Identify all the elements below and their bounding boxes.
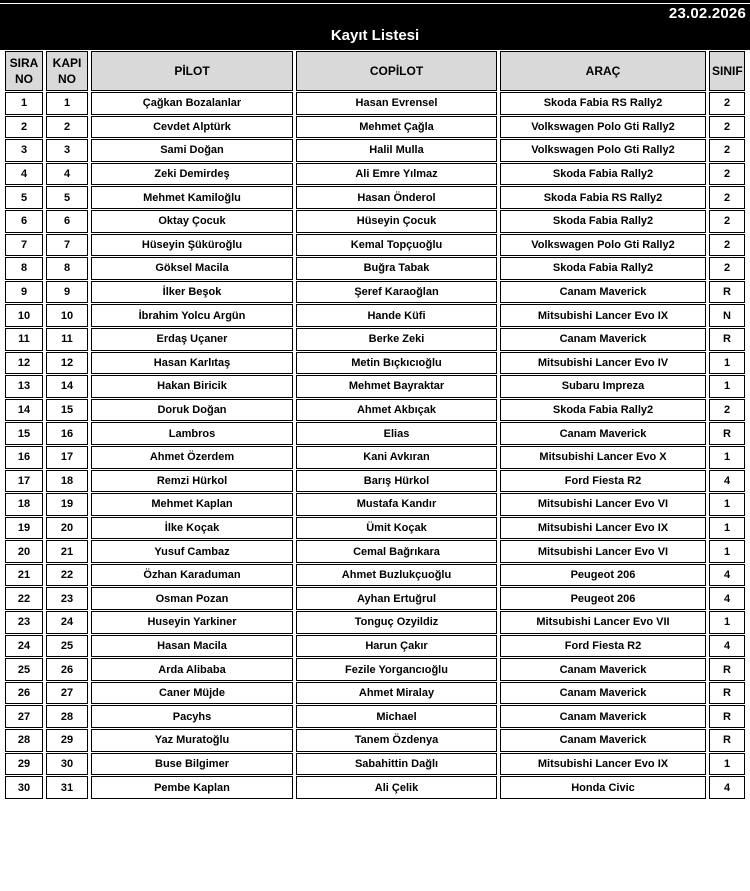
cell-copilot: Halil Mulla: [296, 139, 497, 162]
table-row: [5, 139, 745, 162]
cell-pilot: Arda Alibaba: [91, 658, 293, 681]
cell-copilot: Metin Bıçkıcıoğlu: [296, 352, 497, 375]
cell-kapi-no: 10: [46, 304, 88, 327]
cell-copilot: Mehmet Bayraktar: [296, 375, 497, 398]
cell-arac: Mitsubishi Lancer Evo X: [500, 446, 706, 469]
cell-kapi-no: 1: [46, 92, 88, 115]
cell-sinif: R: [709, 705, 745, 728]
cell-arac: Canam Maverick: [500, 658, 706, 681]
cell-arac: Mitsubishi Lancer Evo VI: [500, 540, 706, 563]
cell-sinif: 2: [709, 92, 745, 115]
cell-sira-no: 12: [5, 352, 43, 375]
cell-kapi-no: 25: [46, 635, 88, 658]
cell-kapi-no: 15: [46, 399, 88, 422]
cell-sira-no: 24: [5, 635, 43, 658]
registration-table: [2, 50, 748, 800]
cell-copilot: Ali Çelik: [296, 776, 497, 799]
banner-divider-line: [0, 3, 750, 4]
cell-sira-no: 8: [5, 257, 43, 280]
cell-copilot: Mehmet Çağla: [296, 116, 497, 139]
cell-arac: Canam Maverick: [500, 729, 706, 752]
cell-pilot: İlker Beşok: [91, 281, 293, 304]
cell-sinif: 2: [709, 210, 745, 233]
table-body: [5, 92, 745, 799]
table-row: [5, 587, 745, 610]
cell-sinif: 2: [709, 234, 745, 257]
cell-copilot: Kemal Topçuoğlu: [296, 234, 497, 257]
cell-sira-no: 16: [5, 446, 43, 469]
cell-sira-no: 28: [5, 729, 43, 752]
cell-pilot: Caner Müjde: [91, 682, 293, 705]
top-banner: [0, 0, 750, 50]
cell-copilot: Berke Zeki: [296, 328, 497, 351]
cell-sira-no: 22: [5, 587, 43, 610]
cell-pilot: Zeki Demirdeş: [91, 163, 293, 186]
cell-copilot: Ümit Koçak: [296, 517, 497, 540]
cell-arac: Volkswagen Polo Gti Rally2: [500, 116, 706, 139]
cell-kapi-no: 17: [46, 446, 88, 469]
table-row: [5, 399, 745, 422]
col-header-pilot: PİLOT: [91, 51, 293, 91]
cell-sinif: N: [709, 304, 745, 327]
cell-sira-no: 25: [5, 658, 43, 681]
cell-sinif: 1: [709, 611, 745, 634]
table-row: [5, 705, 745, 728]
cell-kapi-no: 21: [46, 540, 88, 563]
cell-sira-no: 3: [5, 139, 43, 162]
cell-pilot: Mehmet Kamiloğlu: [91, 186, 293, 209]
cell-sinif: 4: [709, 776, 745, 799]
cell-sinif: R: [709, 328, 745, 351]
table-row: [5, 92, 745, 115]
cell-sira-no: 29: [5, 753, 43, 776]
cell-kapi-no: 14: [46, 375, 88, 398]
cell-pilot: Göksel Macila: [91, 257, 293, 280]
cell-sira-no: 15: [5, 422, 43, 445]
table-row: [5, 540, 745, 563]
cell-arac: Peugeot 206: [500, 587, 706, 610]
cell-copilot: Şeref Karaoğlan: [296, 281, 497, 304]
cell-kapi-no: 12: [46, 352, 88, 375]
cell-pilot: Hasan Karlıtaş: [91, 352, 293, 375]
cell-kapi-no: 27: [46, 682, 88, 705]
cell-copilot: Ahmet Miralay: [296, 682, 497, 705]
cell-arac: Canam Maverick: [500, 682, 706, 705]
page-title: Kayıt Listesi: [330, 27, 420, 44]
cell-kapi-no: 5: [46, 186, 88, 209]
cell-kapi-no: 28: [46, 705, 88, 728]
cell-sinif: 4: [709, 470, 745, 493]
cell-kapi-no: 19: [46, 493, 88, 516]
cell-arac: Volkswagen Polo Gti Rally2: [500, 234, 706, 257]
cell-pilot: Yusuf Cambaz: [91, 540, 293, 563]
cell-sinif: 2: [709, 139, 745, 162]
cell-arac: Skoda Fabia RS Rally2: [500, 92, 706, 115]
cell-sira-no: 5: [5, 186, 43, 209]
table-row: [5, 234, 745, 257]
cell-sira-no: 18: [5, 493, 43, 516]
cell-pilot: Pembe Kaplan: [91, 776, 293, 799]
table-row: [5, 257, 745, 280]
cell-pilot: Osman Pozan: [91, 587, 293, 610]
cell-pilot: Çağkan Bozalanlar: [91, 92, 293, 115]
col-header-sinif: SINIF: [709, 51, 745, 91]
cell-pilot: Hakan Biricik: [91, 375, 293, 398]
cell-sinif: 2: [709, 186, 745, 209]
table-row: [5, 658, 745, 681]
cell-sira-no: 20: [5, 540, 43, 563]
cell-arac: Mitsubishi Lancer Evo IX: [500, 304, 706, 327]
cell-arac: Skoda Fabia Rally2: [500, 210, 706, 233]
cell-kapi-no: 24: [46, 611, 88, 634]
cell-sira-no: 10: [5, 304, 43, 327]
col-header-arac: ARAÇ: [500, 51, 706, 91]
cell-pilot: Sami Doğan: [91, 139, 293, 162]
cell-sinif: R: [709, 729, 745, 752]
cell-sinif: 2: [709, 399, 745, 422]
cell-copilot: Tanem Özdenya: [296, 729, 497, 752]
cell-arac: Volkswagen Polo Gti Rally2: [500, 139, 706, 162]
cell-kapi-no: 11: [46, 328, 88, 351]
cell-kapi-no: 18: [46, 470, 88, 493]
col-header-copilot: COPİLOT: [296, 51, 497, 91]
cell-arac: Skoda Fabia Rally2: [500, 399, 706, 422]
cell-sinif: 4: [709, 587, 745, 610]
cell-pilot: Yaz Muratoğlu: [91, 729, 293, 752]
cell-sira-no: 27: [5, 705, 43, 728]
cell-sinif: 1: [709, 446, 745, 469]
cell-pilot: Oktay Çocuk: [91, 210, 293, 233]
cell-copilot: Fezile Yorgancıoğlu: [296, 658, 497, 681]
cell-sinif: 2: [709, 163, 745, 186]
col-header-sira-no: SIRA NO: [5, 51, 43, 91]
cell-sinif: 1: [709, 753, 745, 776]
table-row: [5, 753, 745, 776]
cell-sira-no: 19: [5, 517, 43, 540]
cell-kapi-no: 4: [46, 163, 88, 186]
cell-pilot: Cevdet Alptürk: [91, 116, 293, 139]
cell-sira-no: 1: [5, 92, 43, 115]
cell-kapi-no: 9: [46, 281, 88, 304]
cell-kapi-no: 23: [46, 587, 88, 610]
table-row: [5, 116, 745, 139]
table-row: [5, 422, 745, 445]
table-row: [5, 682, 745, 705]
cell-arac: Canam Maverick: [500, 705, 706, 728]
cell-sira-no: 23: [5, 611, 43, 634]
cell-copilot: Hasan Önderol: [296, 186, 497, 209]
table-row: [5, 210, 745, 233]
cell-copilot: Sabahittin Dağlı: [296, 753, 497, 776]
table-row: [5, 304, 745, 327]
table-row: [5, 517, 745, 540]
cell-sira-no: 13: [5, 375, 43, 398]
cell-arac: Skoda Fabia Rally2: [500, 257, 706, 280]
cell-copilot: Ayhan Ertuğrul: [296, 587, 497, 610]
cell-sira-no: 26: [5, 682, 43, 705]
cell-sinif: 1: [709, 540, 745, 563]
cell-arac: Subaru Impreza: [500, 375, 706, 398]
cell-arac: Mitsubishi Lancer Evo IX: [500, 753, 706, 776]
cell-sira-no: 14: [5, 399, 43, 422]
cell-kapi-no: 22: [46, 564, 88, 587]
table-row: [5, 328, 745, 351]
cell-kapi-no: 26: [46, 658, 88, 681]
cell-sinif: 1: [709, 493, 745, 516]
cell-sira-no: 7: [5, 234, 43, 257]
cell-pilot: Hüseyin Şüküroğlu: [91, 234, 293, 257]
cell-sira-no: 30: [5, 776, 43, 799]
cell-copilot: Elias: [296, 422, 497, 445]
cell-pilot: Lambros: [91, 422, 293, 445]
table-row: [5, 446, 745, 469]
cell-arac: Mitsubishi Lancer Evo IX: [500, 517, 706, 540]
col-header-kapi-no: KAPI NO: [46, 51, 88, 91]
cell-arac: Mitsubishi Lancer Evo VI: [500, 493, 706, 516]
report-date: 23.02.2026: [668, 5, 746, 22]
cell-arac: Canam Maverick: [500, 422, 706, 445]
table-row: [5, 564, 745, 587]
cell-arac: Peugeot 206: [500, 564, 706, 587]
cell-kapi-no: 30: [46, 753, 88, 776]
cell-arac: Skoda Fabia RS Rally2: [500, 186, 706, 209]
cell-copilot: Barış Hürkol: [296, 470, 497, 493]
cell-sinif: 1: [709, 352, 745, 375]
cell-pilot: Ahmet Özerdem: [91, 446, 293, 469]
cell-arac: Canam Maverick: [500, 328, 706, 351]
cell-sira-no: 4: [5, 163, 43, 186]
cell-kapi-no: 16: [46, 422, 88, 445]
cell-sinif: R: [709, 281, 745, 304]
cell-copilot: Hande Küfi: [296, 304, 497, 327]
cell-sira-no: 2: [5, 116, 43, 139]
cell-sinif: 4: [709, 564, 745, 587]
cell-copilot: Cemal Bağrıkara: [296, 540, 497, 563]
cell-pilot: Özhan Karaduman: [91, 564, 293, 587]
cell-copilot: Ahmet Akbıçak: [296, 399, 497, 422]
table-row: [5, 611, 745, 634]
table-row: [5, 375, 745, 398]
cell-copilot: Buğra Tabak: [296, 257, 497, 280]
table-row: [5, 493, 745, 516]
table-row: [5, 729, 745, 752]
cell-kapi-no: 3: [46, 139, 88, 162]
cell-sira-no: 21: [5, 564, 43, 587]
cell-copilot: Mustafa Kandır: [296, 493, 497, 516]
cell-pilot: Doruk Doğan: [91, 399, 293, 422]
cell-arac: Mitsubishi Lancer Evo IV: [500, 352, 706, 375]
cell-copilot: Harun Çakır: [296, 635, 497, 658]
cell-kapi-no: 2: [46, 116, 88, 139]
cell-arac: Skoda Fabia Rally2: [500, 163, 706, 186]
table-header-row: [5, 51, 745, 91]
cell-pilot: Remzi Hürkol: [91, 470, 293, 493]
cell-copilot: Ahmet Buzlukçuoğlu: [296, 564, 497, 587]
cell-pilot: Buse Bilgimer: [91, 753, 293, 776]
cell-pilot: Pacyhs: [91, 705, 293, 728]
cell-copilot: Kani Avkıran: [296, 446, 497, 469]
cell-kapi-no: 6: [46, 210, 88, 233]
cell-copilot: Hüseyin Çocuk: [296, 210, 497, 233]
cell-copilot: Hasan Evrensel: [296, 92, 497, 115]
cell-kapi-no: 7: [46, 234, 88, 257]
cell-copilot: Ali Emre Yılmaz: [296, 163, 497, 186]
cell-sinif: 2: [709, 257, 745, 280]
cell-arac: Ford Fiesta R2: [500, 470, 706, 493]
cell-arac: Honda Civic: [500, 776, 706, 799]
cell-sira-no: 9: [5, 281, 43, 304]
cell-pilot: İlke Koçak: [91, 517, 293, 540]
cell-kapi-no: 29: [46, 729, 88, 752]
cell-arac: Canam Maverick: [500, 281, 706, 304]
cell-sinif: R: [709, 682, 745, 705]
cell-sinif: 1: [709, 375, 745, 398]
table-row: [5, 776, 745, 799]
table-row: [5, 635, 745, 658]
cell-pilot: Hasan Macila: [91, 635, 293, 658]
table-row: [5, 470, 745, 493]
cell-kapi-no: 31: [46, 776, 88, 799]
table-row: [5, 186, 745, 209]
cell-copilot: Tonguç Ozyildiz: [296, 611, 497, 634]
table-row: [5, 163, 745, 186]
cell-kapi-no: 20: [46, 517, 88, 540]
cell-arac: Ford Fiesta R2: [500, 635, 706, 658]
cell-pilot: İbrahim Yolcu Argün: [91, 304, 293, 327]
cell-copilot: Michael: [296, 705, 497, 728]
cell-sira-no: 17: [5, 470, 43, 493]
cell-kapi-no: 8: [46, 257, 88, 280]
cell-arac: Mitsubishi Lancer Evo VII: [500, 611, 706, 634]
cell-pilot: Erdaş Uçaner: [91, 328, 293, 351]
table-row: [5, 281, 745, 304]
cell-sinif: R: [709, 422, 745, 445]
cell-sira-no: 11: [5, 328, 43, 351]
cell-sira-no: 6: [5, 210, 43, 233]
cell-sinif: 1: [709, 517, 745, 540]
cell-sinif: 2: [709, 116, 745, 139]
table-row: [5, 352, 745, 375]
cell-sinif: R: [709, 658, 745, 681]
cell-sinif: 4: [709, 635, 745, 658]
cell-pilot: Huseyin Yarkiner: [91, 611, 293, 634]
cell-pilot: Mehmet Kaplan: [91, 493, 293, 516]
